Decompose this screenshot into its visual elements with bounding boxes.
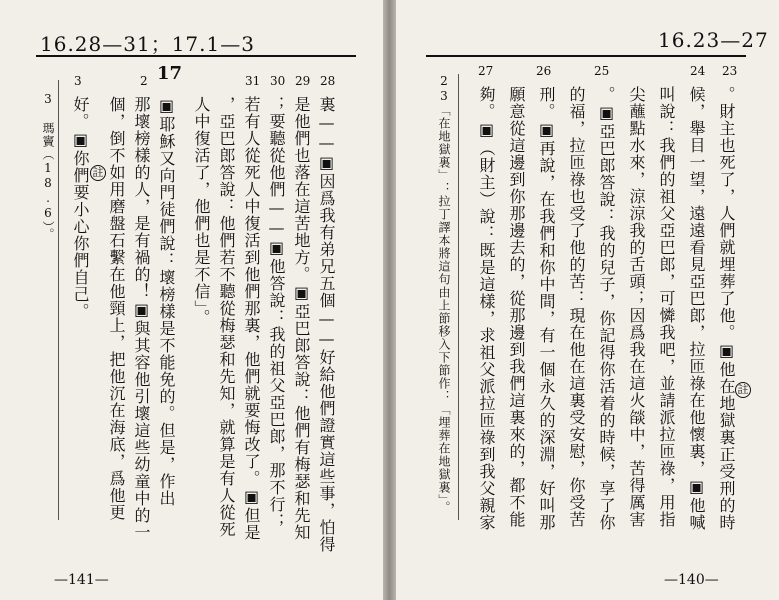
verse-number: 2: [140, 74, 148, 88]
text-column: 的福，拉匝祿也受了他的苦：現在他在這裏受安慰，你受苦: [567, 86, 586, 528]
text-column: 個，倒不如用磨盤石繫在他頸上，把他沉在海底，爲他更: [107, 96, 126, 521]
verse-number: 31: [245, 74, 261, 88]
footnote-divider: [58, 80, 59, 520]
text-column: 叫說：我們的祖父亞巴郎，可憐我吧，並請派拉匝祿，用指: [657, 86, 676, 528]
footnote: 23「在地獄裏」：拉丁譯本將這句由上節移入下節作：「埋葬在地獄裏」。: [437, 74, 451, 514]
text-column: 。▣亞巴郎答說：我的兒子，你記得你活着的時候，享了你: [597, 86, 616, 531]
verse-number: 30: [270, 74, 286, 88]
right-header-rule: [426, 55, 746, 57]
verse-number: 27: [478, 64, 494, 78]
text-column: 若有人從死人中復活到他們那裏，他們就要悔改了。▣但是: [242, 96, 261, 541]
text-column: 裏——▣因爲我有弟兄五個——好給他們證實這些事，怕得: [317, 96, 336, 553]
page-number: —140—: [664, 572, 719, 588]
text-column: ；要聽從他們——▣他答說：我的祖父亞巴郎，那不行；: [267, 96, 286, 530]
text-column: 願意從這邊到你那邊去的，從那邊到我們這裏來的，都不能: [507, 86, 526, 528]
verse-number: 28: [320, 74, 336, 88]
verse-number: 26: [536, 64, 552, 78]
text-column: 人中復活了，他們也是不信」。: [192, 96, 211, 326]
text-column: 候，舉目一望，遠遠看見亞巴郎，拉匝祿在他懷裏，▣他喊: [687, 86, 706, 531]
verse-number: 29: [295, 74, 311, 88]
right-page: [396, 0, 779, 600]
note-mark-icon: 註: [90, 165, 106, 181]
note-mark-icon: 註: [735, 382, 751, 398]
footnote-divider: [458, 74, 459, 520]
page-number: —141—: [54, 572, 109, 588]
text-column: 是他們也落在這苦地方。▣亞巴郎答說：他們有梅瑟和先知: [292, 96, 311, 541]
text-column: ▣耶穌又向門徒們說：壞榜樣是不能免的。但是，作出: [157, 96, 176, 507]
right-page-header: 16.23—27: [658, 28, 769, 52]
verse-number: 23: [722, 64, 738, 78]
text-column: 尖蘸點水來，涼涼我的舌頭；因爲我在這火燄中，苦得厲害: [627, 86, 646, 528]
chapter-number: 17: [157, 63, 183, 84]
left-header-rule: [36, 55, 356, 57]
verse-number: 3: [74, 74, 82, 88]
text-column: 那壞榜樣的人，是有禍的！▣與其容他引壞這些幼童中的一: [132, 96, 151, 541]
book-gutter: [383, 0, 396, 600]
text-column: 。財主也死了，人們就埋葬了他。▣他在地獄裏正受刑的時: [717, 86, 736, 531]
text-column: 好。▣你們要小心你們自己。: [71, 96, 90, 320]
left-page: [0, 0, 383, 600]
verse-number: 24: [690, 64, 706, 78]
footnote: 3 瑪竇（18.6）。: [41, 92, 55, 241]
left-page-header: 16.28—31；17.1—3: [40, 32, 255, 56]
text-column: 刑。▣再說，在我們和你中間，有一個永久的深淵，好叫那: [537, 86, 556, 531]
verse-number: 25: [594, 64, 610, 78]
text-column: 夠。▣（財主）說：既是這樣，求祖父派拉匝祿到我父親家: [477, 86, 496, 531]
text-column: ，亞巴郎答說：他們若不聽從梅瑟和先知，就算是有人從死: [217, 96, 236, 538]
